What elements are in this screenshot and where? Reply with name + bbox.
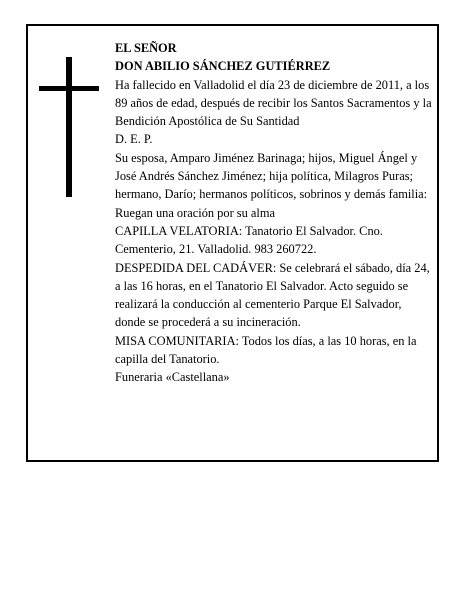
obituary-notice (26, 24, 439, 462)
notice-text (115, 39, 433, 387)
cross-horizontal-bar (39, 86, 99, 91)
deceased-name: DON ABILIO SÁNCHEZ GUTIÉRREZ (115, 59, 331, 74)
mass-info: MISA COMUNITARIA: Todos los días, a las 10 horas, en la capilla del Tanatorio. (115, 333, 417, 367)
funeral-home: Funeraria «Castellana» (115, 370, 230, 385)
rip-line: D. E. P. (115, 132, 153, 147)
death-announcement: Ha fallecido en Valladolid el día 23 de diciembre de 2011, a los 89 años de edad, después de recibir los Santos Sacramentos y la Bendición Apostólica de Su Santidad (115, 77, 432, 129)
notice-title: EL SEÑOR (115, 41, 177, 55)
chapel-info: CAPILLA VELATORIA: Tanatorio El Salvador. Cno. Cementerio, 21. Valladolid. 983 260722. (115, 223, 383, 257)
cross-vertical-bar (66, 57, 72, 197)
family-list: Su esposa, Amparo Jiménez Barinaga; hijos, Miguel Ángel y José Andrés Sánchez Jiménez; hija política, Milagros Puras; hermano, Darío; hermanos políticos, sobrinos y demás familia: (115, 150, 428, 202)
farewell-info: DESPEDIDA DEL CADÁVER: Se celebrará el sábado, día 24, a las 16 horas, en el Tanatorio El Salvador. Acto seguido se realizará la conducción al cementerio Parque El Salvador, donde se procederá a su incineración. (115, 260, 430, 330)
prayer-request: Ruegan una oración por su alma (115, 205, 275, 220)
